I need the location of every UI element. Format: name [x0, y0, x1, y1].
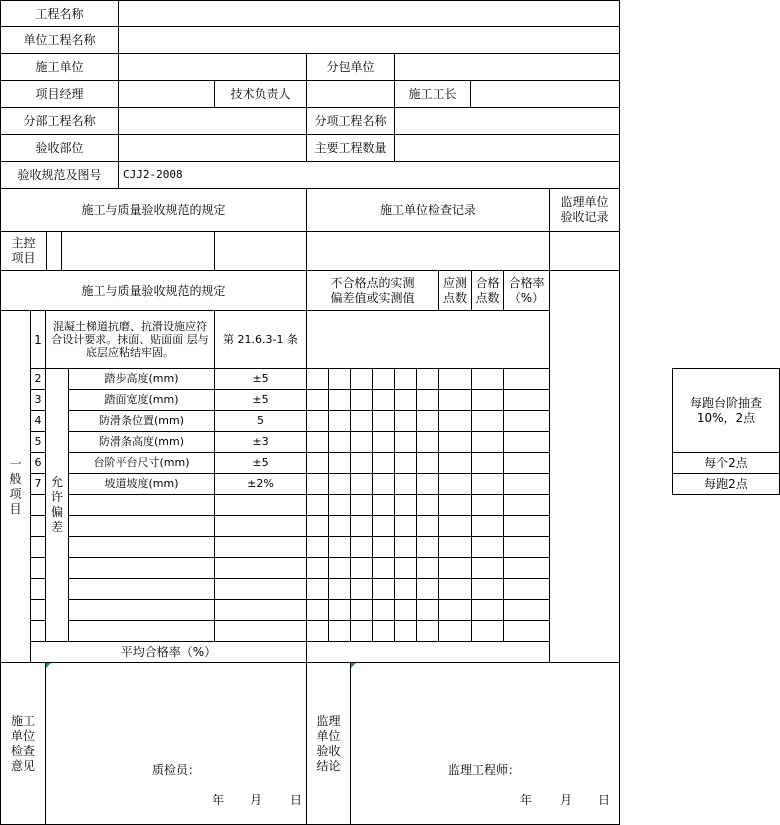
empty-row-no	[30, 494, 46, 516]
main-control-clause[interactable]	[214, 231, 307, 271]
count-cell[interactable]	[471, 578, 504, 600]
empty-row-tolerance[interactable]	[214, 578, 307, 600]
row-no: 7	[30, 473, 46, 495]
deviation-cell[interactable]	[328, 473, 351, 495]
deviation-cell[interactable]	[350, 410, 373, 432]
deviation-cell[interactable]	[306, 494, 329, 516]
row-item: 坡道坡度(mm)	[68, 473, 215, 495]
row-no: 2	[30, 368, 46, 390]
date-year: 年	[212, 793, 225, 807]
pass-count-header: 合格 点数	[471, 270, 504, 311]
count-cell[interactable]	[503, 431, 550, 453]
deviation-cell[interactable]	[328, 452, 351, 474]
count-cell[interactable]	[438, 620, 472, 642]
date-day: 日	[598, 793, 611, 807]
count-cell[interactable]	[503, 473, 550, 495]
count-cell[interactable]	[438, 536, 472, 558]
empty-row-item[interactable]	[68, 515, 215, 537]
count-cell[interactable]	[503, 536, 550, 558]
count-cell[interactable]	[503, 578, 550, 600]
row-no: 6	[30, 452, 46, 474]
count-cell[interactable]	[471, 473, 504, 495]
deviation-cell[interactable]	[394, 599, 417, 621]
item-project-name-label: 分项工程名称	[306, 107, 395, 135]
deviation-cell[interactable]	[306, 410, 329, 432]
allowed-deviation-label: 允 许 偏 差	[45, 368, 69, 642]
acceptance-part-field[interactable]	[118, 134, 307, 162]
count-cell[interactable]	[438, 389, 472, 411]
row-tolerance: ±5	[214, 368, 307, 390]
count-cell[interactable]	[438, 452, 472, 474]
empty-row-tolerance[interactable]	[214, 599, 307, 621]
construction-unit-field[interactable]	[118, 53, 307, 81]
count-cell[interactable]	[471, 620, 504, 642]
count-cell[interactable]	[438, 473, 472, 495]
empty-row-tolerance[interactable]	[214, 515, 307, 537]
count-cell[interactable]	[438, 431, 472, 453]
deviation-cell[interactable]	[416, 536, 439, 558]
deviation-cell[interactable]	[306, 620, 329, 642]
deviation-cell[interactable]	[394, 473, 417, 495]
count-cell[interactable]	[471, 599, 504, 621]
row-tolerance: ±2%	[214, 473, 307, 495]
main-control-spec[interactable]	[61, 231, 215, 271]
subcontract-unit-field[interactable]	[394, 53, 620, 81]
item-project-name-field[interactable]	[394, 107, 620, 135]
deviation-cell[interactable]	[416, 494, 439, 516]
main-control-no	[46, 231, 62, 271]
count-cell[interactable]	[503, 410, 550, 432]
deviation-cell[interactable]	[372, 599, 395, 621]
supervision-conclusion-label: 监理 单位 验收 结论	[306, 662, 351, 825]
tech-lead-label: 技术负责人	[214, 80, 307, 108]
count-cell[interactable]	[503, 494, 550, 516]
project-name-label: 工程名称	[0, 0, 119, 27]
row-tolerance: ±3	[214, 431, 307, 453]
unit-project-name-label: 单位工程名称	[0, 26, 119, 54]
spec-drawing-value: CJJ2-2008	[118, 161, 620, 189]
sub-project-name-label: 分部工程名称	[0, 107, 119, 135]
deviation-cell[interactable]	[306, 389, 329, 411]
empty-row-item[interactable]	[68, 494, 215, 516]
tech-lead-field[interactable]	[306, 80, 395, 108]
count-cell[interactable]	[438, 599, 472, 621]
sub-project-name-field[interactable]	[118, 107, 307, 135]
empty-row-item[interactable]	[68, 557, 215, 579]
empty-row-item[interactable]	[68, 620, 215, 642]
count-cell[interactable]	[503, 557, 550, 579]
row1-record[interactable]	[306, 310, 550, 369]
construction-opinion-field[interactable]	[45, 662, 307, 825]
general-supervise-cell[interactable]	[549, 270, 620, 663]
row1-spec-text: 混凝土梯道抗磨、抗滑设施应符合设计要求。抹面、贴面面 层与底层应粘结牢固。	[45, 310, 215, 369]
count-cell[interactable]	[438, 578, 472, 600]
deviation-cell[interactable]	[394, 431, 417, 453]
deviation-cell[interactable]	[350, 389, 373, 411]
deviation-cell[interactable]	[350, 599, 373, 621]
row-no: 4	[30, 410, 46, 432]
deviation-cell[interactable]	[306, 473, 329, 495]
deviation-cell[interactable]	[416, 431, 439, 453]
deviation-cell[interactable]	[372, 473, 395, 495]
deviation-cell[interactable]	[306, 557, 329, 579]
deviation-cell[interactable]	[394, 368, 417, 390]
empty-row-no	[30, 515, 46, 537]
count-cell[interactable]	[471, 410, 504, 432]
row-item: 踏面宽度(mm)	[68, 389, 215, 411]
count-cell[interactable]	[471, 536, 504, 558]
deviation-cell[interactable]	[416, 389, 439, 411]
main-control-label: 主控 项目	[0, 231, 47, 271]
deviation-cell[interactable]	[416, 473, 439, 495]
deviation-cell[interactable]	[372, 536, 395, 558]
empty-row-item[interactable]	[68, 578, 215, 600]
construction-opinion-label: 施工 单位 检查 意见	[0, 662, 46, 825]
row-no: 3	[30, 389, 46, 411]
empty-row-tolerance[interactable]	[214, 536, 307, 558]
comment-marker-icon	[351, 663, 356, 668]
deviation-cell[interactable]	[328, 620, 351, 642]
side-note-per-run: 每跑2点	[672, 473, 780, 495]
row-tolerance: 5	[214, 410, 307, 432]
count-cell[interactable]	[503, 599, 550, 621]
row-no: 5	[30, 431, 46, 453]
deviation-cell[interactable]	[372, 515, 395, 537]
count-cell[interactable]	[471, 557, 504, 579]
deviation-cell[interactable]	[328, 536, 351, 558]
row-item: 台阶平台尺寸(mm)	[68, 452, 215, 474]
deviation-cell[interactable]	[350, 578, 373, 600]
deviation-cell[interactable]	[328, 578, 351, 600]
deviation-cell[interactable]	[416, 368, 439, 390]
deviation-cell[interactable]	[416, 578, 439, 600]
deviation-cell[interactable]	[394, 389, 417, 411]
deviation-cell[interactable]	[350, 473, 373, 495]
row-no: 1	[30, 310, 46, 369]
deviation-cell[interactable]	[306, 515, 329, 537]
count-cell[interactable]	[471, 494, 504, 516]
deviation-cell[interactable]	[394, 557, 417, 579]
row1-clause: 第 21.6.3-1 条	[214, 310, 307, 369]
avg-pass-rate-label: 平均合格率（%）	[30, 641, 307, 663]
foreman-field[interactable]	[470, 80, 620, 108]
deviation-cell[interactable]	[416, 557, 439, 579]
deviation-cell[interactable]	[328, 389, 351, 411]
empty-row-no	[30, 620, 46, 642]
count-cell[interactable]	[503, 368, 550, 390]
row-tolerance: ±5	[214, 452, 307, 474]
check-record-header: 施工单位检查记录	[306, 188, 550, 232]
deviation-cell[interactable]	[350, 536, 373, 558]
count-cell[interactable]	[471, 431, 504, 453]
deviation-cell[interactable]	[306, 368, 329, 390]
deviation-cell[interactable]	[416, 620, 439, 642]
count-cell[interactable]	[471, 389, 504, 411]
count-cell[interactable]	[503, 389, 550, 411]
deviation-cell[interactable]	[306, 431, 329, 453]
empty-row-tolerance[interactable]	[214, 557, 307, 579]
deviation-cell[interactable]	[416, 515, 439, 537]
deviation-cell[interactable]	[306, 452, 329, 474]
supervision-conclusion-field[interactable]	[350, 662, 620, 825]
empty-row-item[interactable]	[68, 536, 215, 558]
deviation-cell[interactable]	[372, 620, 395, 642]
deviation-cell[interactable]	[372, 557, 395, 579]
count-cell[interactable]	[438, 494, 472, 516]
empty-row-no	[30, 536, 46, 558]
main-quantity-field[interactable]	[394, 134, 620, 162]
deviation-cell[interactable]	[306, 578, 329, 600]
deviation-cell[interactable]	[350, 620, 373, 642]
deviation-cell[interactable]	[350, 368, 373, 390]
deviation-cell[interactable]	[328, 557, 351, 579]
supervision-record-header: 监理单位 验收记录	[549, 188, 620, 232]
foreman-label: 施工工长	[394, 80, 471, 108]
should-measure-header: 应测 点数	[438, 270, 472, 311]
engineer-label: 监理工程师：	[448, 763, 521, 777]
spec-drawing-label: 验收规范及图号	[0, 161, 119, 189]
deviation-cell[interactable]	[372, 410, 395, 432]
acceptance-part-label: 验收部位	[0, 134, 119, 162]
construction-unit-label: 施工单位	[0, 53, 119, 81]
row-item: 防滑条高度(mm)	[68, 431, 215, 453]
main-control-supervise[interactable]	[549, 231, 620, 271]
count-cell[interactable]	[503, 620, 550, 642]
row-item: 踏步高度(mm)	[68, 368, 215, 390]
count-cell[interactable]	[471, 515, 504, 537]
deviation-cell[interactable]	[306, 536, 329, 558]
empty-row-tolerance[interactable]	[214, 494, 307, 516]
deviation-cell[interactable]	[394, 578, 417, 600]
count-cell[interactable]	[471, 452, 504, 474]
deviation-cell[interactable]	[394, 515, 417, 537]
date-year: 年	[520, 793, 533, 807]
count-cell[interactable]	[438, 557, 472, 579]
side-note-sampling: 每跑台阶抽查 10%，2点	[672, 368, 780, 453]
deviation-cell[interactable]	[394, 452, 417, 474]
deviation-cell[interactable]	[394, 536, 417, 558]
deviation-cell[interactable]	[328, 599, 351, 621]
deviation-cell[interactable]	[394, 410, 417, 432]
deviation-cell[interactable]	[372, 389, 395, 411]
project-name-field[interactable]	[118, 0, 620, 27]
main-control-record[interactable]	[306, 231, 550, 271]
deviation-cell[interactable]	[372, 368, 395, 390]
pass-rate-header: 合格率 （%）	[503, 270, 550, 311]
deviation-cell[interactable]	[350, 431, 373, 453]
inspector-label: 质检员：	[152, 763, 201, 777]
empty-row-item[interactable]	[68, 599, 215, 621]
deviation-cell[interactable]	[350, 557, 373, 579]
date-month: 月	[560, 793, 573, 807]
deviation-cell[interactable]	[372, 431, 395, 453]
count-cell[interactable]	[438, 368, 472, 390]
project-manager-label: 项目经理	[0, 80, 119, 108]
avg-pass-rate-value[interactable]	[306, 641, 550, 663]
deviation-header: 不合格点的实测 偏差值或实测值	[306, 270, 439, 311]
project-manager-field[interactable]	[118, 80, 215, 108]
deviation-cell[interactable]	[328, 431, 351, 453]
count-cell[interactable]	[503, 452, 550, 474]
empty-row-no	[30, 557, 46, 579]
row-item: 防滑条位置(mm)	[68, 410, 215, 432]
deviation-cell[interactable]	[328, 515, 351, 537]
deviation-cell[interactable]	[416, 599, 439, 621]
spec-column-header: 施工与质量验收规范的规定	[0, 188, 307, 232]
empty-row-no	[30, 599, 46, 621]
count-cell[interactable]	[438, 410, 472, 432]
deviation-cell[interactable]	[394, 494, 417, 516]
empty-row-no	[30, 578, 46, 600]
deviation-cell[interactable]	[350, 515, 373, 537]
deviation-cell[interactable]	[306, 599, 329, 621]
deviation-cell[interactable]	[350, 494, 373, 516]
side-note-each: 每个2点	[672, 452, 780, 474]
deviation-cell[interactable]	[394, 620, 417, 642]
count-cell[interactable]	[438, 515, 472, 537]
row-tolerance: ±5	[214, 389, 307, 411]
count-cell[interactable]	[471, 368, 504, 390]
comment-marker-icon	[46, 663, 51, 668]
deviation-cell[interactable]	[372, 494, 395, 516]
spec-column-header-2: 施工与质量验收规范的规定	[0, 270, 307, 311]
date-month: 月	[250, 793, 263, 807]
deviation-cell[interactable]	[416, 410, 439, 432]
date-day: 日	[290, 793, 303, 807]
unit-project-name-field[interactable]	[118, 26, 620, 54]
deviation-cell[interactable]	[328, 368, 351, 390]
subcontract-unit-label: 分包单位	[306, 53, 395, 81]
deviation-cell[interactable]	[328, 410, 351, 432]
deviation-cell[interactable]	[372, 452, 395, 474]
general-items-label: 一 般 项 目	[0, 310, 31, 663]
deviation-cell[interactable]	[416, 452, 439, 474]
deviation-cell[interactable]	[328, 494, 351, 516]
deviation-cell[interactable]	[372, 578, 395, 600]
empty-row-tolerance[interactable]	[214, 620, 307, 642]
main-quantity-label: 主要工程数量	[306, 134, 395, 162]
deviation-cell[interactable]	[350, 452, 373, 474]
count-cell[interactable]	[503, 515, 550, 537]
